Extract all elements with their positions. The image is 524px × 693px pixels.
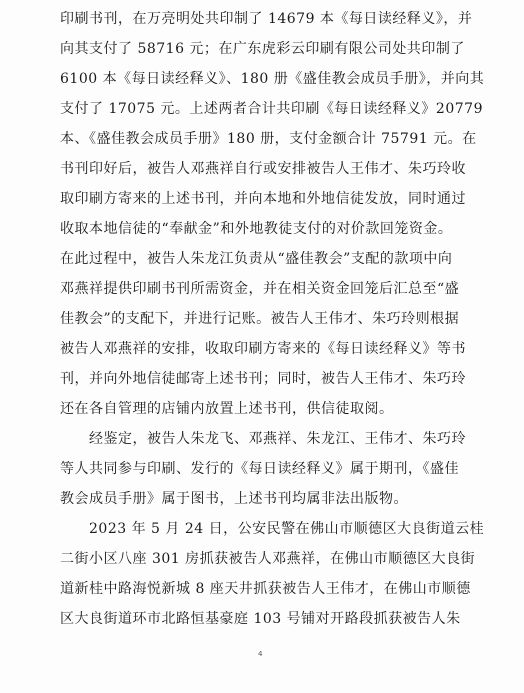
text-line: 取印刷方寄来的上述书刊，并向本地和外地信徒发放，同时通过: [60, 191, 466, 207]
text-line: 在此过程中，被告人朱龙江负责从“盛佳教会”支配的款项中向: [60, 251, 453, 267]
text-line: 佳教会”的支配下，并进行记账。被告人王伟才、朱巧玲则根据: [60, 311, 460, 327]
text-line: 经鉴定，被告人朱龙飞、邓燕祥、朱龙江、王伟才、朱巧玲: [60, 431, 466, 447]
text-line: 6100 本《每日读经释义》、180 册《盛佳教会成员手册》，并向其: [60, 71, 485, 87]
text-line: 书刊印好后，被告人邓燕祥自行或安排被告人王伟才、朱巧玲收: [60, 161, 466, 177]
text-line: 区大良街道环市北路恒基豪庭 103 号铺对开路段抓获被告人朱: [60, 611, 461, 627]
text-line: 等人共同参与印刷、发行的《每日读经释义》属于期刊，《盛佳: [60, 461, 459, 477]
text-line: 教会成员手册》属于图书，上述书刊均属非法出版物。: [60, 491, 408, 507]
text-line: 还在各自管理的店铺内放置上述书刊，供信徒取阅。: [60, 401, 394, 417]
text-line: 道新桂中路海悦新城 8 座天井抓获被告人王伟才，在佛山市顺德: [60, 581, 471, 597]
text-line: 2023 年 5 月 24 日，公安民警在佛山市顺德区大良街道云桂: [60, 521, 485, 537]
text-line: 收取本地信徒的“奉献金”和外地教徒支付的对价款回笼资金。: [60, 221, 453, 237]
text-line: 邓燕祥提供印刷书刊所需资金，并在相关资金回笼后汇总至“盛: [60, 281, 460, 297]
text-line: 印刷书刊，在万亮明处共印制了 14679 本《每日读经释义》，并: [60, 11, 473, 27]
text-line: 二街小区八座 301 房抓获被告人邓燕祥，在佛山市顺德区大良街: [60, 551, 476, 567]
text-line: 向其支付了 58716 元；在广东虎彩云印刷有限公司处共印制了: [60, 41, 465, 57]
text-line: 支付了 17075 元。上述两者合计共印刷《每日读经释义》20779: [60, 101, 483, 117]
text-line: 刊，并向外地信徒邮寄上述书刊；同时，被告人王伟才、朱巧玲: [60, 371, 466, 387]
page-number: 4: [258, 650, 263, 658]
text-line: 本、《盛佳教会成员手册》180 册，支付金额合计 75791 元。在: [60, 131, 477, 147]
text-line: 被告人邓燕祥的安排，收取印刷方寄来的《每日读经释义》等书: [60, 341, 466, 357]
